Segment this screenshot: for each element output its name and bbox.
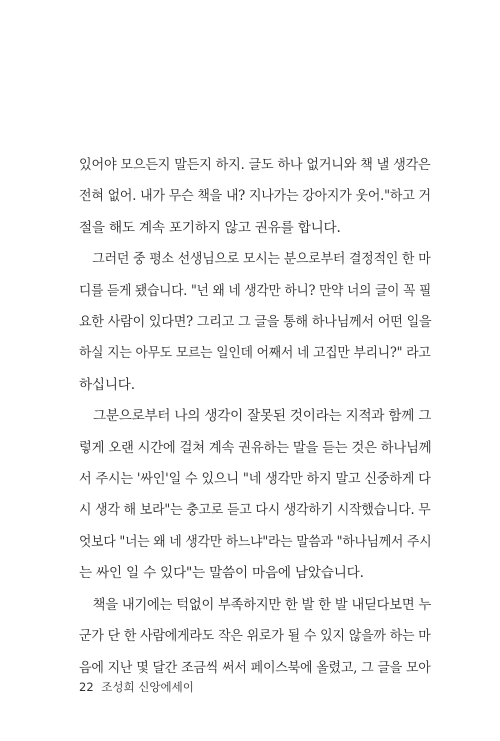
text-line: 엇보다 "너는 왜 네 생각만 하느냐"라는 말씀과 "하나님께서 주시	[79, 533, 432, 550]
body-text	[79, 150, 431, 684]
paragraph	[79, 401, 431, 589]
text-line: 책을 내기에는 턱없이 부족하지만 한 발 한 발 내딛다보면 누	[92, 596, 432, 613]
paragraph	[79, 590, 431, 684]
text-line: 디를 듣게 됐습니다. "넌 왜 네 생각만 하니? 만약 너의 글이 꼭 필	[79, 282, 432, 299]
text-line: 렇게 오랜 시간에 걸쳐 계속 권유하는 말을 듣는 것은 하나님께	[79, 439, 432, 456]
text-line: 는 싸인 일 수 있다"는 말씀이 마음에 남았습니다.	[79, 565, 364, 582]
text-line: 시 생각 해 보라"는 충고로 듣고 다시 생각하기 시작했습니다. 무	[79, 502, 431, 519]
text-line: 있어야 모으든지 말든지 하지. 글도 하나 없거니와 책 낼 생각은	[79, 157, 431, 173]
paragraph	[79, 150, 431, 244]
text-line: 음에 지난 몇 달간 조금씩 써서 페이스북에 올렸고, 그 글을 모아	[79, 659, 431, 676]
text-line: 절을 해도 계속 포기하지 않고 권유를 합니다.	[79, 219, 341, 236]
text-line: 요한 사람이 있다면? 그리고 그 글을 통해 하나님께서 어떤 일을	[79, 314, 432, 331]
page-footer	[79, 679, 194, 695]
paragraph	[79, 244, 431, 401]
text-line: 하실 지는 아무도 모르는 일인데 어째서 네 고집만 부리니?" 라고	[79, 345, 431, 362]
text-line: 그분으로부터 나의 생각이 잘못된 것이라는 지적과 함께 그	[92, 408, 432, 425]
page-number: 22	[79, 680, 94, 694]
text-line: 그러던 중 평소 선생님으로 모시는 분으로부터 결정적인 한 마	[92, 251, 431, 268]
text-line: 서 주시는 '싸인'일 수 있으니 "네 생각만 하지 말고 신중하게 다	[79, 471, 431, 488]
running-title: 조성희 신앙에세이	[101, 680, 194, 694]
text-line: 전혀 없어. 내가 무슨 책을 내? 지나가는 강아지가 웃어."하고 거	[79, 188, 431, 205]
text-line: 하십니다.	[79, 376, 135, 393]
text-line: 군가 단 한 사람에게라도 작은 위로가 될 수 있지 않을까 하는 마	[79, 628, 431, 645]
